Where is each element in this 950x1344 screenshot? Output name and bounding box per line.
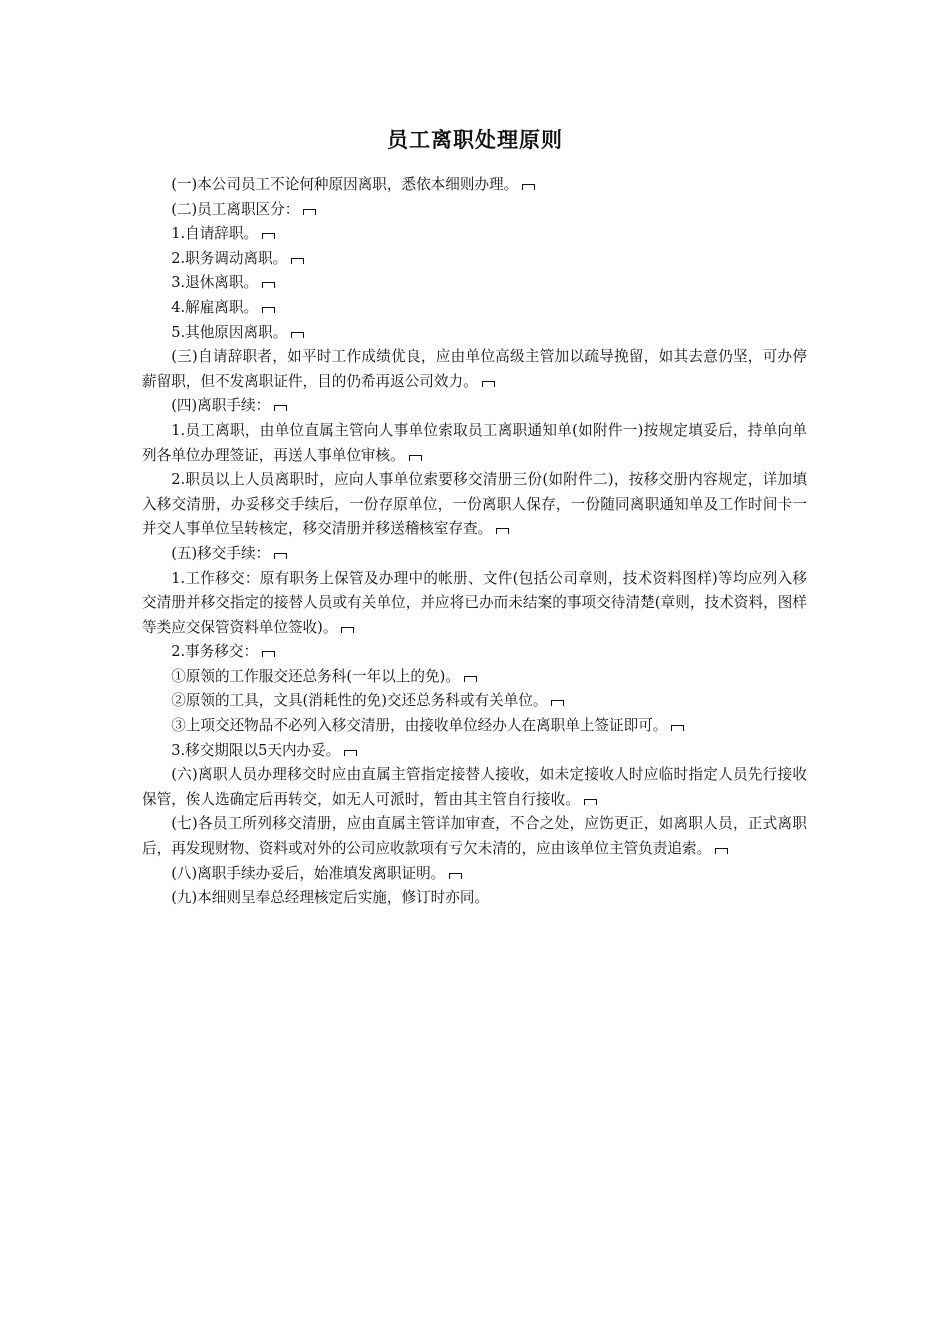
paragraph xyxy=(142,222,807,247)
paragraph-text: ②原领的工具，文具(消耗性的免)交还总务科或有关单位。 xyxy=(171,692,548,710)
paragraph-mark-icon xyxy=(291,258,304,264)
paragraph-text: (八)离职手续办妥后，始准填发离职证明。 xyxy=(171,864,446,882)
paragraph-mark-icon xyxy=(262,307,275,313)
paragraph xyxy=(142,296,807,321)
paragraph xyxy=(142,763,807,812)
paragraph xyxy=(142,862,807,887)
paragraph xyxy=(142,173,807,198)
paragraph-mark-icon xyxy=(262,233,275,239)
paragraph-text: 4.解雇离职。 xyxy=(171,298,259,316)
paragraph-text: (七)各员工所列移交清册，应由直属主管详加审查，不合之处，应饬更正，如离职人员，正式离职后，再发现财物、资料或对外的公司应收款项有亏欠未清的，应由该单位主管负责追索。 xyxy=(142,815,807,858)
paragraph-mark-icon xyxy=(715,848,728,854)
paragraph-mark-icon xyxy=(291,332,304,338)
paragraph-mark-icon xyxy=(584,799,597,805)
paragraph-mark-icon xyxy=(262,651,275,657)
paragraph xyxy=(142,198,807,223)
paragraph xyxy=(142,247,807,272)
paragraph-mark-icon xyxy=(303,209,316,215)
paragraph-text: ③上项交还物品不必列入移交清册，由接收单位经办人在离职单上签证即可。 xyxy=(171,717,668,735)
document-title: 员工离职处理原则 xyxy=(387,128,563,152)
paragraph-text: (四)离职手续： xyxy=(171,397,271,415)
paragraph-text: (一)本公司员工不论何种原因离职，悉依本细则办理。 xyxy=(171,176,519,193)
paragraph-text: (五)移交手续： xyxy=(171,544,271,562)
paragraph-mark-icon xyxy=(482,381,495,387)
paragraph-text: 2.职务调动离职。 xyxy=(171,249,288,267)
paragraph-mark-icon xyxy=(551,700,564,706)
paragraph-text: 3.退休离职。 xyxy=(171,274,259,292)
paragraph-text: (二)员工离职区分： xyxy=(171,200,300,218)
paragraph-text: 1.工作移交：原有职务上保管及办理中的帐册、文件(包括公司章则，技术资料图样)等均应列入移交清册并移交指定的接替人员或有关单位，并应将已办而未结案的事项交待清楚(章则，技术资料，图样等类应交保管资料单位签收)。 xyxy=(142,569,807,636)
paragraph xyxy=(142,812,807,861)
paragraph-text: (三)自请辞职者，如平时工作成绩优良，应由单位高级主管加以疏导挽留，如其去意仍坚，可办停薪留职，但不发离职证件，目的仍希再返公司效力。 xyxy=(142,348,807,390)
paragraph-mark-icon xyxy=(274,405,287,411)
paragraph xyxy=(142,321,807,346)
paragraph xyxy=(142,567,807,641)
paragraph-text: 1.自请辞职。 xyxy=(171,225,259,243)
paragraph-text: 5.其他原因离职。 xyxy=(171,323,288,341)
paragraph xyxy=(142,468,807,542)
paragraph xyxy=(142,345,807,394)
paragraph-mark-icon xyxy=(671,725,684,731)
paragraph-mark-icon xyxy=(522,184,535,190)
paragraph xyxy=(142,271,807,296)
paragraph xyxy=(142,665,807,690)
paragraph-mark-icon xyxy=(464,676,477,682)
paragraph xyxy=(142,542,807,567)
paragraph-text: (六)离职人员办理移交时应由直属主管指定接替人接收，如未定接收人时应临时指定人员先行接收保管，俟人选确定后再转交，如无人可派时，暂由其主管自行接收。 xyxy=(142,766,807,808)
paragraph xyxy=(142,419,807,468)
paragraph-mark-icon xyxy=(274,553,287,559)
paragraph xyxy=(142,640,807,665)
paragraph-text: 1.员工离职，由单位直属主管向人事单位索取员工离职通知单(如附件一)按规定填妥后，持单向单列各单位办理签证，再送人事单位审核。 xyxy=(142,421,807,464)
paragraph-mark-icon xyxy=(409,455,422,461)
document-body xyxy=(142,173,807,911)
paragraph-mark-icon xyxy=(341,627,354,633)
paragraph-mark-icon xyxy=(262,282,275,288)
paragraph-mark-icon xyxy=(496,528,509,534)
paragraph-mark-icon xyxy=(344,750,357,756)
paragraph-text: 3.移交期限以5天内办妥。 xyxy=(171,741,341,759)
paragraph xyxy=(142,886,807,911)
paragraph-text: 2.职员以上人员离职时，应向人事单位索要移交清册三份(如附件二)，按移交册内容规定，详加填入移交清册，办妥移交手续后，一份存原单位，一份离职人保存，一份随同离职通知单及工作时间卡一并交人事单位呈转核定，移交清册并移送稽核室存查。 xyxy=(142,471,807,538)
paragraph xyxy=(142,394,807,419)
paragraph-text: ①原领的工作服交还总务科(一年以上的免)。 xyxy=(171,667,460,685)
paragraph-text: 2.事务移交： xyxy=(171,643,259,661)
paragraph-text: (九)本细则呈奉总经理核定后实施，修订时亦同。 xyxy=(171,889,490,907)
paragraph xyxy=(142,714,807,739)
paragraph-mark-icon xyxy=(449,873,462,879)
paragraph xyxy=(142,689,807,714)
paragraph xyxy=(142,739,807,764)
